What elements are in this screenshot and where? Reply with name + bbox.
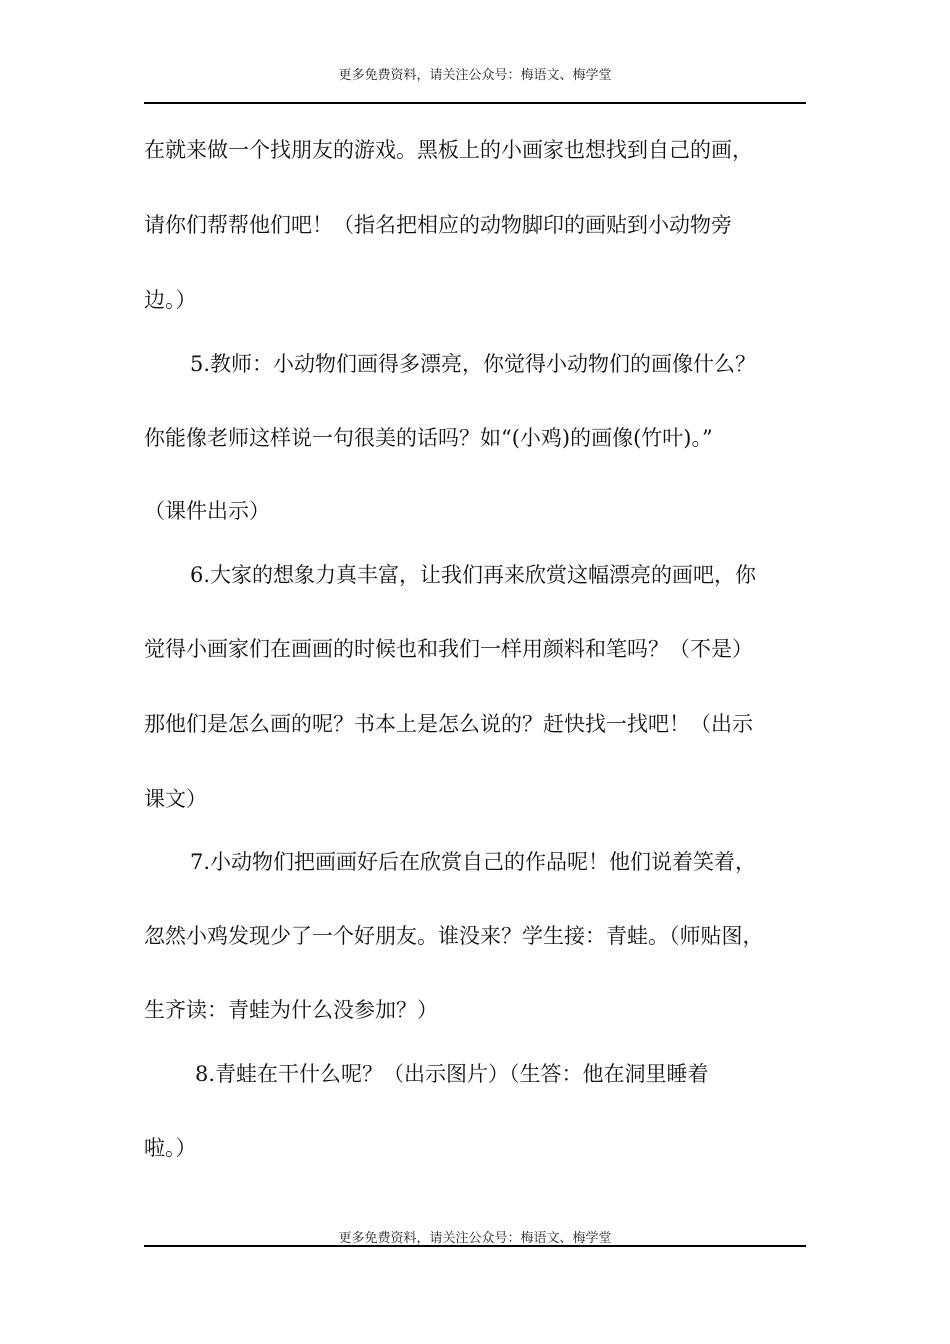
body-line: （课件出示） (144, 499, 270, 523)
body-line: 你能像老师这样说一句很美的话吗？如“(小鸡)的画像(竹叶)。” (144, 426, 713, 450)
body-line: 在就来做一个找朋友的游戏。黑板上的小画家也想找到自己的画， (144, 138, 753, 162)
footer-text: 更多免费资料，请关注公众号：梅语文、梅学堂 (338, 1231, 612, 1246)
body-line: 8.青蛙在干什么呢？（出示图片）（生答：他在洞里睡着 (195, 1062, 709, 1086)
body-line: 生齐读：青蛙为什么没参加？） (144, 998, 438, 1022)
body-line: 7.小动物们把画画好后在欣赏自己的作品呢！他们说着笑着， (190, 850, 757, 874)
body-line: 忽然小鸡发现少了一个好朋友。谁没来？学生接：青蛙。（师贴图， (144, 924, 764, 948)
header-text: 更多免费资料，请关注公众号：梅语文、梅学堂 (338, 68, 612, 83)
body-line: 边。） (144, 288, 197, 312)
body-line: 5.教师：小动物们画得多漂亮，你觉得小动物们的画像什么？ (190, 352, 757, 376)
body-line: 请你们帮帮他们吧！（指名把相应的动物脚印的画贴到小动物旁 (144, 213, 732, 237)
body-line: 课文） (144, 787, 207, 811)
body-line: 觉得小画家们在画画的时候也和我们一样用颜料和笔吗？（不是） (144, 637, 753, 661)
header-rule (144, 102, 806, 104)
body-line: 啦。） (144, 1136, 197, 1160)
body-line: 那他们是怎么画的呢？书本上是怎么说的？赶快找一找吧！（出示 (144, 712, 753, 736)
body-line: 6.大家的想象力真丰富，让我们再来欣赏这幅漂亮的画吧，你 (190, 563, 757, 587)
footer-rule (144, 1245, 806, 1247)
